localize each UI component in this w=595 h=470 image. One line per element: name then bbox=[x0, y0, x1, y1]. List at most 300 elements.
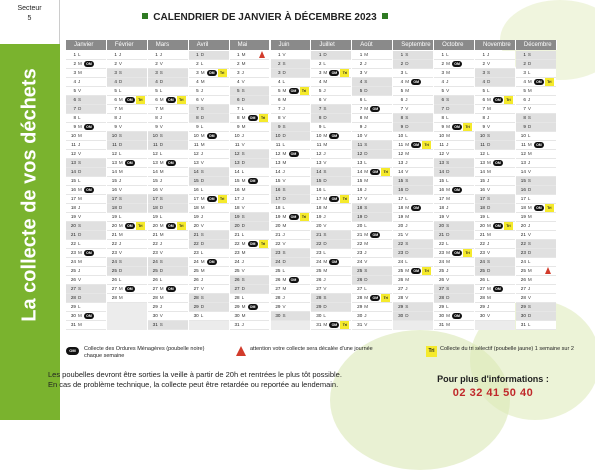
day-letter: S bbox=[405, 115, 409, 120]
day-number: 8 bbox=[114, 115, 117, 120]
day-number: 16 bbox=[357, 187, 363, 192]
day-number: 4 bbox=[277, 79, 281, 84]
day-letter: M bbox=[200, 70, 205, 75]
day-number: 26 bbox=[275, 277, 281, 282]
day-number: 25 bbox=[152, 268, 158, 273]
day-number: 23 bbox=[357, 250, 363, 255]
day-number: 3 bbox=[155, 70, 158, 75]
contact-phone[interactable]: 02 32 41 50 40 bbox=[452, 387, 534, 399]
day-letter: M bbox=[364, 295, 369, 300]
day-cell bbox=[271, 78, 311, 87]
page-title bbox=[115, 12, 415, 23]
day-number: 15 bbox=[111, 178, 117, 183]
day-letter: M bbox=[200, 142, 205, 147]
day-number: 27 bbox=[111, 286, 117, 291]
day-number: 30 bbox=[152, 313, 158, 318]
day-cell bbox=[352, 69, 392, 78]
day-cell bbox=[311, 168, 351, 177]
day-number: 16 bbox=[479, 187, 485, 192]
day-number: 3 bbox=[400, 70, 404, 75]
day-letter: J bbox=[241, 322, 244, 327]
day-letter: M bbox=[527, 88, 532, 93]
day-letter: D bbox=[78, 106, 82, 111]
day-letter: M bbox=[241, 115, 246, 120]
day-letter: V bbox=[364, 133, 368, 138]
day-number: 10 bbox=[275, 133, 281, 138]
day-number: 7 bbox=[359, 106, 363, 111]
day-cell bbox=[475, 123, 515, 132]
day-number: 2 bbox=[277, 61, 281, 66]
day-cell bbox=[107, 69, 147, 78]
day-cell bbox=[352, 78, 392, 87]
day-letter: S bbox=[364, 142, 368, 147]
day-number: 4 bbox=[318, 79, 322, 84]
day-number: 1 bbox=[359, 52, 363, 57]
day-number: 30 bbox=[70, 313, 76, 318]
om-collection-icon: OM bbox=[534, 142, 544, 148]
day-number: 9 bbox=[441, 124, 445, 129]
day-cell bbox=[66, 249, 106, 258]
day-letter: M bbox=[241, 52, 246, 57]
month-header: Avril bbox=[189, 40, 230, 50]
day-cell bbox=[148, 294, 188, 303]
day-cell bbox=[271, 204, 311, 213]
day-letter: S bbox=[405, 52, 409, 57]
day-number: 30 bbox=[234, 313, 240, 318]
day-number: 21 bbox=[152, 232, 158, 237]
day-letter: S bbox=[487, 196, 491, 201]
day-letter: V bbox=[364, 322, 368, 327]
day-letter: D bbox=[364, 214, 368, 219]
day-cell bbox=[271, 168, 311, 177]
day-number: 17 bbox=[275, 196, 281, 201]
day-number: 21 bbox=[111, 232, 117, 237]
day-cell bbox=[516, 294, 556, 303]
day-letter: M bbox=[487, 295, 491, 300]
day-cell bbox=[475, 132, 515, 141]
day-cell bbox=[516, 78, 556, 87]
day-letter: V bbox=[446, 151, 450, 156]
day-letter: M bbox=[446, 70, 450, 75]
day-cell bbox=[66, 141, 106, 150]
day-number: 8 bbox=[482, 115, 485, 120]
om-collection-icon: OM bbox=[84, 313, 94, 319]
day-letter: M bbox=[323, 133, 328, 138]
day-letter: V bbox=[282, 304, 286, 309]
day-number: 20 bbox=[193, 223, 199, 228]
day-cell bbox=[107, 213, 147, 222]
day-letter: J bbox=[323, 151, 326, 156]
day-number: 18 bbox=[316, 205, 322, 210]
day-cell bbox=[311, 258, 351, 267]
day-number: 8 bbox=[196, 115, 199, 120]
day-letter: M bbox=[118, 223, 123, 228]
day-letter: J bbox=[200, 151, 203, 156]
om-collection-icon: OM bbox=[289, 214, 299, 220]
day-number: 15 bbox=[193, 178, 199, 183]
day-letter: M bbox=[487, 169, 491, 174]
day-letter: L bbox=[118, 277, 122, 282]
day-number: 28 bbox=[275, 295, 281, 300]
day-cell bbox=[230, 231, 270, 240]
day-letter: M bbox=[78, 250, 82, 255]
day-number: 4 bbox=[73, 79, 76, 84]
day-cell bbox=[352, 51, 392, 60]
day-number: 22 bbox=[316, 241, 322, 246]
day-number: 29 bbox=[479, 304, 485, 309]
day-letter: V bbox=[405, 295, 409, 300]
day-letter: S bbox=[282, 124, 286, 129]
day-cell bbox=[352, 231, 392, 240]
day-letter: L bbox=[405, 196, 408, 201]
day-cell bbox=[475, 69, 515, 78]
day-cell bbox=[516, 195, 556, 204]
day-number: 18 bbox=[234, 205, 240, 210]
day-cell bbox=[352, 105, 392, 114]
day-letter: L bbox=[323, 61, 326, 66]
day-number: 7 bbox=[196, 106, 199, 111]
day-cell bbox=[352, 60, 392, 69]
day-number: 5 bbox=[237, 88, 240, 93]
day-cell bbox=[148, 231, 188, 240]
day-cell bbox=[107, 231, 147, 240]
day-cell bbox=[475, 150, 515, 159]
day-number: 29 bbox=[275, 304, 281, 309]
day-number: 3 bbox=[277, 70, 281, 75]
day-number: 12 bbox=[193, 151, 199, 156]
day-letter: S bbox=[527, 304, 531, 309]
day-number: 16 bbox=[438, 187, 445, 192]
legend bbox=[66, 346, 586, 370]
day-cell bbox=[66, 258, 106, 267]
om-collection-icon: OM bbox=[289, 151, 299, 157]
om-bin-icon: OM bbox=[66, 347, 79, 355]
day-number: 19 bbox=[152, 214, 158, 219]
day-number: 25 bbox=[70, 268, 76, 273]
day-letter: S bbox=[282, 187, 286, 192]
day-cell bbox=[189, 132, 229, 141]
day-number: 8 bbox=[523, 115, 526, 120]
day-cell bbox=[107, 123, 147, 132]
day-number: 27 bbox=[70, 286, 76, 291]
day-cell bbox=[352, 123, 392, 132]
day-letter: S bbox=[364, 79, 368, 84]
day-cell bbox=[271, 114, 311, 123]
day-cell bbox=[271, 105, 311, 114]
day-letter: S bbox=[527, 52, 531, 57]
tri-collection-icon: Tri bbox=[463, 249, 472, 257]
day-number: 7 bbox=[441, 106, 445, 111]
day-number: 14 bbox=[111, 169, 117, 174]
day-letter: L bbox=[323, 187, 326, 192]
day-number: 20 bbox=[438, 223, 445, 228]
month-header: Octobre bbox=[434, 40, 475, 50]
day-number: 5 bbox=[114, 88, 117, 93]
day-cell bbox=[311, 150, 351, 159]
day-cell bbox=[434, 96, 474, 105]
day-letter: S bbox=[200, 106, 204, 111]
day-letter: V bbox=[364, 259, 368, 264]
day-number: 20 bbox=[111, 223, 117, 228]
day-cell bbox=[311, 105, 351, 114]
day-letter: M bbox=[323, 268, 328, 273]
day-letter: L bbox=[159, 88, 163, 93]
day-letter: M bbox=[446, 187, 450, 192]
day-letter: L bbox=[78, 115, 81, 120]
day-number: 21 bbox=[438, 232, 445, 237]
day-letter: V bbox=[118, 61, 122, 66]
square-bullet-icon bbox=[142, 13, 148, 19]
day-letter: M bbox=[200, 196, 205, 201]
day-cell bbox=[516, 141, 556, 150]
day-number: 17 bbox=[357, 196, 363, 201]
day-cell bbox=[311, 249, 351, 258]
day-cell bbox=[475, 51, 515, 60]
day-number: 24 bbox=[234, 259, 240, 264]
day-letter: S bbox=[446, 223, 450, 228]
day-letter: L bbox=[527, 322, 531, 327]
day-cell bbox=[434, 141, 474, 150]
day-cell bbox=[516, 240, 556, 249]
day-number: 14 bbox=[398, 169, 404, 174]
day-letter: M bbox=[323, 196, 328, 201]
day-letter: J bbox=[200, 88, 203, 93]
warning-icon bbox=[236, 346, 246, 356]
day-number: 26 bbox=[398, 277, 404, 282]
day-letter: D bbox=[323, 241, 327, 246]
day-letter: D bbox=[200, 304, 205, 309]
month-header: Novembre bbox=[475, 40, 516, 50]
day-number: 9 bbox=[400, 124, 404, 129]
day-letter: S bbox=[282, 250, 286, 255]
calendar-grid bbox=[66, 40, 557, 340]
day-letter: J bbox=[446, 268, 449, 273]
day-cell bbox=[352, 285, 392, 294]
day-letter: S bbox=[241, 277, 245, 282]
day-number: 6 bbox=[155, 97, 158, 102]
om-collection-icon: OM bbox=[411, 268, 421, 274]
day-letter: J bbox=[241, 133, 244, 138]
month-header: Juin bbox=[271, 40, 312, 50]
day-cell bbox=[516, 159, 556, 168]
om-collection-icon: OM bbox=[411, 79, 421, 85]
day-letter: S bbox=[159, 133, 163, 138]
day-cell bbox=[189, 231, 229, 240]
day-number: 30 bbox=[398, 313, 404, 318]
day-number: 25 bbox=[275, 268, 281, 273]
day-cell bbox=[230, 69, 270, 78]
day-letter: S bbox=[364, 205, 368, 210]
tri-collection-icon: Tri bbox=[177, 222, 186, 230]
day-letter: S bbox=[241, 151, 245, 156]
day-number: 22 bbox=[234, 241, 240, 246]
day-number: 20 bbox=[152, 223, 158, 228]
om-collection-icon: OM bbox=[534, 79, 544, 85]
day-letter: V bbox=[118, 250, 122, 255]
tri-collection-icon: Tri bbox=[300, 213, 309, 221]
day-number: 13 bbox=[398, 160, 404, 165]
day-cell bbox=[393, 141, 433, 150]
day-cell bbox=[66, 51, 106, 60]
om-collection-icon: OM bbox=[329, 196, 339, 202]
day-number: 8 bbox=[441, 115, 445, 120]
day-number: 2 bbox=[155, 61, 158, 66]
day-letter: D bbox=[78, 232, 82, 237]
day-cell bbox=[66, 204, 106, 213]
day-cell bbox=[230, 87, 270, 96]
day-letter: L bbox=[487, 277, 490, 282]
day-number: 26 bbox=[234, 277, 240, 282]
day-cell bbox=[475, 114, 515, 123]
sidebar bbox=[0, 0, 60, 420]
day-letter: L bbox=[159, 214, 163, 219]
day-number: 29 bbox=[438, 304, 445, 309]
day-number: 29 bbox=[316, 304, 322, 309]
day-letter: M bbox=[282, 88, 287, 93]
tri-collection-icon: Tri bbox=[177, 96, 186, 104]
day-cell bbox=[434, 303, 474, 312]
day-letter: V bbox=[405, 169, 409, 174]
day-cell bbox=[475, 312, 515, 321]
day-number: 9 bbox=[318, 124, 322, 129]
day-number: 17 bbox=[193, 196, 199, 201]
day-number: 12 bbox=[111, 151, 117, 156]
om-collection-icon: OM bbox=[452, 313, 462, 319]
day-letter: S bbox=[159, 196, 163, 201]
day-letter: J bbox=[118, 52, 122, 57]
day-cell bbox=[189, 186, 229, 195]
day-letter: D bbox=[159, 79, 164, 84]
day-letter: D bbox=[200, 115, 205, 120]
day-number: 13 bbox=[316, 160, 322, 165]
day-letter: V bbox=[323, 223, 327, 228]
day-number: 3 bbox=[359, 70, 363, 75]
day-number: 31 bbox=[316, 322, 322, 327]
day-number: 22 bbox=[193, 241, 199, 246]
day-letter: S bbox=[487, 70, 491, 75]
day-number: 16 bbox=[193, 187, 199, 192]
day-cell bbox=[189, 96, 229, 105]
day-letter: M bbox=[118, 169, 123, 174]
day-cell bbox=[475, 249, 515, 258]
day-number: 27 bbox=[479, 286, 485, 291]
day-letter: M bbox=[364, 241, 369, 246]
day-number: 19 bbox=[234, 214, 240, 219]
day-cell bbox=[311, 60, 351, 69]
day-cell bbox=[66, 159, 106, 168]
day-cell bbox=[271, 159, 311, 168]
day-cell bbox=[393, 78, 433, 87]
day-letter: S bbox=[282, 61, 286, 66]
day-number: 22 bbox=[479, 241, 485, 246]
day-cell bbox=[434, 150, 474, 159]
day-number: 30 bbox=[193, 313, 199, 318]
om-collection-icon: OM bbox=[534, 205, 544, 211]
day-number: 11 bbox=[480, 142, 485, 147]
day-number: 9 bbox=[114, 124, 117, 129]
day-letter: M bbox=[527, 277, 532, 282]
day-letter: J bbox=[487, 304, 490, 309]
day-letter: J bbox=[364, 250, 367, 255]
day-letter: M bbox=[241, 313, 246, 318]
day-number: 25 bbox=[438, 268, 445, 273]
tri-collection-icon: Tri bbox=[463, 123, 472, 131]
day-letter: M bbox=[446, 61, 450, 66]
day-letter: V bbox=[118, 124, 122, 129]
day-cell bbox=[148, 321, 188, 330]
day-number: 1 bbox=[114, 52, 117, 57]
day-cell bbox=[148, 141, 188, 150]
day-number: 21 bbox=[234, 232, 240, 237]
day-letter: D bbox=[241, 97, 245, 102]
day-number: 5 bbox=[359, 88, 363, 93]
day-cell bbox=[516, 177, 556, 186]
day-letter: M bbox=[527, 268, 532, 273]
day-letter: V bbox=[323, 160, 327, 165]
day-cell bbox=[352, 222, 392, 231]
day-cell bbox=[271, 60, 311, 69]
empty-day-cell bbox=[107, 321, 147, 330]
day-number: 28 bbox=[316, 295, 322, 300]
day-letter: V bbox=[487, 187, 491, 192]
tri-collection-icon: Tri bbox=[218, 69, 227, 77]
om-collection-icon: OM bbox=[125, 286, 135, 292]
day-cell bbox=[352, 267, 392, 276]
day-cell bbox=[434, 249, 474, 258]
day-cell bbox=[516, 132, 556, 141]
day-number: 12 bbox=[398, 151, 404, 156]
day-letter: V bbox=[241, 142, 245, 147]
day-number: 1 bbox=[237, 52, 240, 57]
day-number: 19 bbox=[275, 214, 281, 219]
day-letter: J bbox=[364, 313, 367, 318]
day-cell bbox=[189, 87, 229, 96]
day-number: 11 bbox=[316, 142, 322, 147]
day-number: 21 bbox=[520, 232, 526, 237]
day-letter: J bbox=[446, 205, 449, 210]
day-letter: M bbox=[323, 259, 328, 264]
day-letter: M bbox=[323, 142, 328, 147]
day-number: 19 bbox=[398, 214, 404, 219]
day-cell bbox=[189, 276, 229, 285]
day-cell bbox=[230, 114, 270, 123]
day-number: 10 bbox=[111, 133, 117, 138]
day-number: 26 bbox=[70, 277, 76, 282]
day-number: 28 bbox=[479, 295, 485, 300]
notice-line-2: En cas de problème technique, la collecte peut être retardée ou reportée au lendemain. bbox=[48, 379, 339, 389]
day-letter: D bbox=[405, 313, 409, 318]
day-cell bbox=[230, 294, 270, 303]
day-letter: J bbox=[405, 286, 408, 291]
day-number: 28 bbox=[111, 295, 117, 300]
day-number: 26 bbox=[438, 277, 445, 282]
day-letter: J bbox=[487, 52, 490, 57]
day-cell bbox=[189, 204, 229, 213]
day-number: 27 bbox=[152, 286, 158, 291]
day-letter: L bbox=[405, 259, 408, 264]
day-number: 19 bbox=[193, 214, 199, 219]
day-cell bbox=[189, 177, 229, 186]
day-number: 10 bbox=[152, 133, 158, 138]
day-number: 18 bbox=[111, 205, 117, 210]
day-cell bbox=[475, 78, 515, 87]
day-letter: M bbox=[364, 115, 369, 120]
day-letter: M bbox=[282, 151, 287, 156]
day-number: 23 bbox=[520, 250, 526, 255]
day-cell bbox=[271, 51, 311, 60]
day-letter: V bbox=[78, 277, 82, 282]
day-cell bbox=[475, 240, 515, 249]
